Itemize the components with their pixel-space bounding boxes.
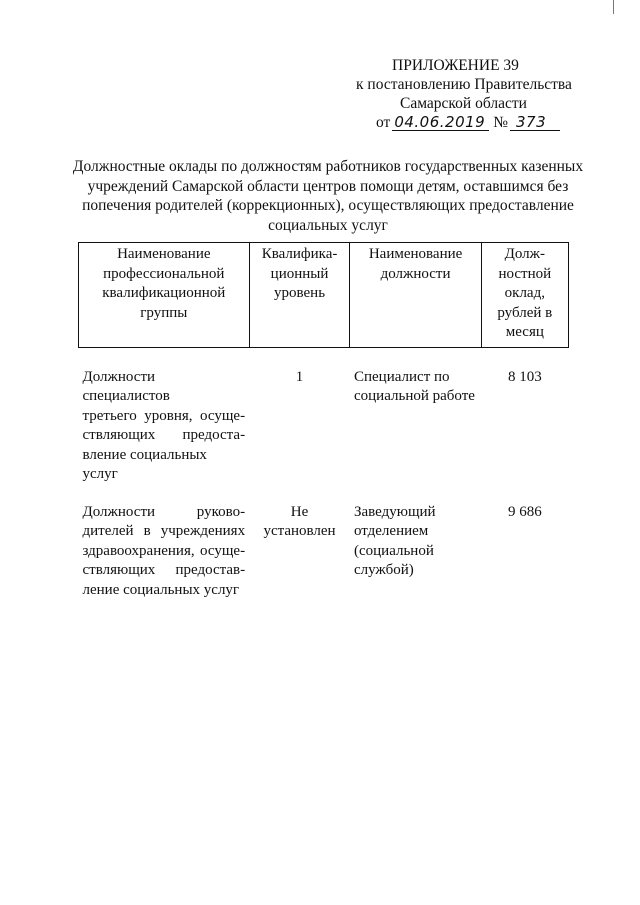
table-row: [79, 347, 569, 485]
group-line: ление социальных услуг: [82, 581, 240, 598]
handwritten-number: 373: [510, 114, 560, 131]
handwritten-date: 04.06.2019: [392, 114, 489, 131]
cell-position: Специалист по социальной работе: [353, 368, 475, 404]
appendix-line-resolution: к постановлению Правительства: [356, 76, 572, 93]
cell-group: [79, 485, 250, 601]
header-position: Наименование должности: [350, 243, 481, 348]
header-salary: Долж-ностной оклад, рублей в месяц: [481, 243, 568, 348]
table-row: [79, 485, 569, 601]
date-prefix: от: [376, 114, 391, 131]
group-line: дителей в учреждениях: [82, 523, 246, 539]
cell-level: 1: [295, 368, 304, 385]
cell-salary: 9 686: [507, 503, 542, 520]
group-line: ствляющих предостав-: [82, 562, 246, 578]
header-level: Квалифика-ционный уровень: [249, 243, 350, 348]
appendix-date-line: [356, 113, 586, 132]
appendix-line-region: Самарской области: [400, 95, 527, 112]
table-header-row: [79, 243, 569, 348]
appendix-header: [356, 56, 586, 132]
cell-group: [79, 347, 250, 485]
group-line: здравоохранения, осуще-: [82, 542, 246, 559]
appendix-title: ПРИЛОЖЕНИЕ 39: [392, 57, 519, 74]
salary-table: [78, 242, 569, 600]
group-line: ствляющих предоста-: [82, 427, 246, 443]
cell-level: Не установлен: [263, 503, 336, 539]
group-line: Должности руково-: [82, 503, 246, 520]
header-group: Наименование профессиональной квалификационной группы: [79, 243, 250, 348]
cell-salary: 8 103: [507, 368, 542, 385]
cell-position: Заведующий отделением (социальной службой): [353, 503, 436, 578]
group-line: Должности специалистов: [82, 368, 170, 404]
group-line: вление социальных услуг: [82, 446, 207, 482]
document-title: Должностные оклады по должностям работников государственных казенных учреждений Самарской области центров помощи детям, оставшимся без попечения родителей (коррекционных), осуществляющих предоставление социальных услуг: [72, 158, 584, 234]
scan-mark: [613, 0, 614, 14]
group-line: третьего уровня, осуще-: [82, 407, 246, 424]
number-prefix: №: [493, 114, 509, 131]
